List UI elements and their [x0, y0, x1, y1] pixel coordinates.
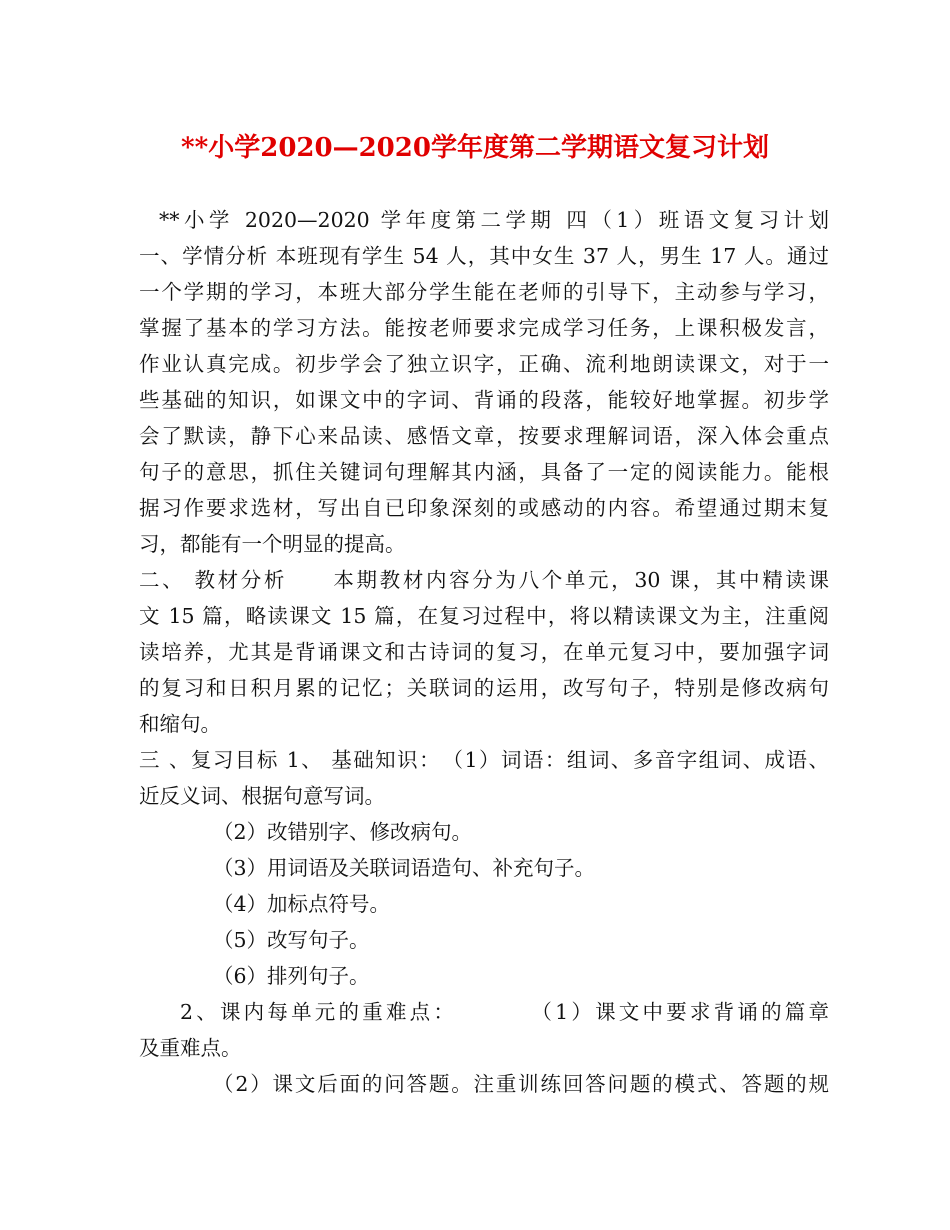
- paragraph-line: 文 15 篇，略读课文 15 篇，在复习过程中，将以精读课文为主，注重阅: [139, 604, 829, 628]
- paragraph-line: （6）排列句子。: [213, 964, 370, 988]
- document-body: [139, 202, 829, 1102]
- paragraph-line: 一个学期的学习，本班大部分学生能在老师的引导下，主动参与学习，: [139, 280, 829, 304]
- paragraph-line: 近反义词、根据句意写词。: [139, 784, 385, 808]
- paragraph-line: 及重难点。: [139, 1036, 242, 1060]
- paragraph-line: （5）改写句子。: [213, 928, 370, 952]
- paragraph-line: 些基础的知识，如课文中的字词、背诵的段落，能较好地掌握。初步学: [139, 388, 829, 412]
- paragraph-line: 读培养，尤其是背诵课文和古诗词的复习，在单元复习中，要加强字词: [139, 640, 829, 664]
- paragraph-line: 三 、复习目标 1、 基础知识： （1）词语：组词、多音字组词、成语、: [139, 748, 829, 772]
- paragraph-line: （4）加标点符号。: [213, 892, 391, 916]
- paragraph-line: （2）课文后面的问答题。注重训练回答问题的模式、答题的规: [213, 1072, 829, 1096]
- paragraph-line: 2、课内每单元的重难点： （1）课文中要求背诵的篇章: [180, 1000, 829, 1024]
- paragraph-line: 的复习和日积月累的记忆；关联词的运用，改写句子，特别是修改病句: [139, 676, 829, 700]
- document-title: **小学2020—2020学年度第二学期语文复习计划: [181, 133, 769, 163]
- paragraph-line: 作业认真完成。初步学会了独立识字，正确、流利地朗读课文，对于一: [139, 352, 829, 376]
- paragraph-line: 据习作要求选材，写出自已印象深刻的或感动的内容。希望通过期末复: [139, 496, 829, 520]
- paragraph-line: 会了默读，静下心来品读、感悟文章，按要求理解词语，深入体会重点: [139, 424, 829, 448]
- paragraph-line: （2）改错别字、修改病句。: [213, 820, 473, 844]
- paragraph-line: 掌握了基本的学习方法。能按老师要求完成学习任务，上课积极发言，: [139, 316, 829, 340]
- paragraph-line: **小学 2020—2020 学年度第二学期 四（1）班语文复习计划: [159, 208, 829, 232]
- paragraph-line: 一、学情分析 本班现有学生 54 人，其中女生 37 人，男生 17 人。通过: [139, 244, 829, 268]
- paragraph-line: 二、 教材分析 本期教材内容分为八个单元，30 课，其中精读课: [139, 568, 829, 592]
- paragraph-line: 和缩句。: [139, 712, 221, 736]
- paragraph-line: （3）用词语及关联词语造句、补充句子。: [213, 856, 596, 880]
- paragraph-line: 句子的意思，抓住关键词句理解其内涵，具备了一定的阅读能力。能根: [139, 460, 829, 484]
- paragraph-line: 习，都能有一个明显的提高。: [139, 532, 406, 556]
